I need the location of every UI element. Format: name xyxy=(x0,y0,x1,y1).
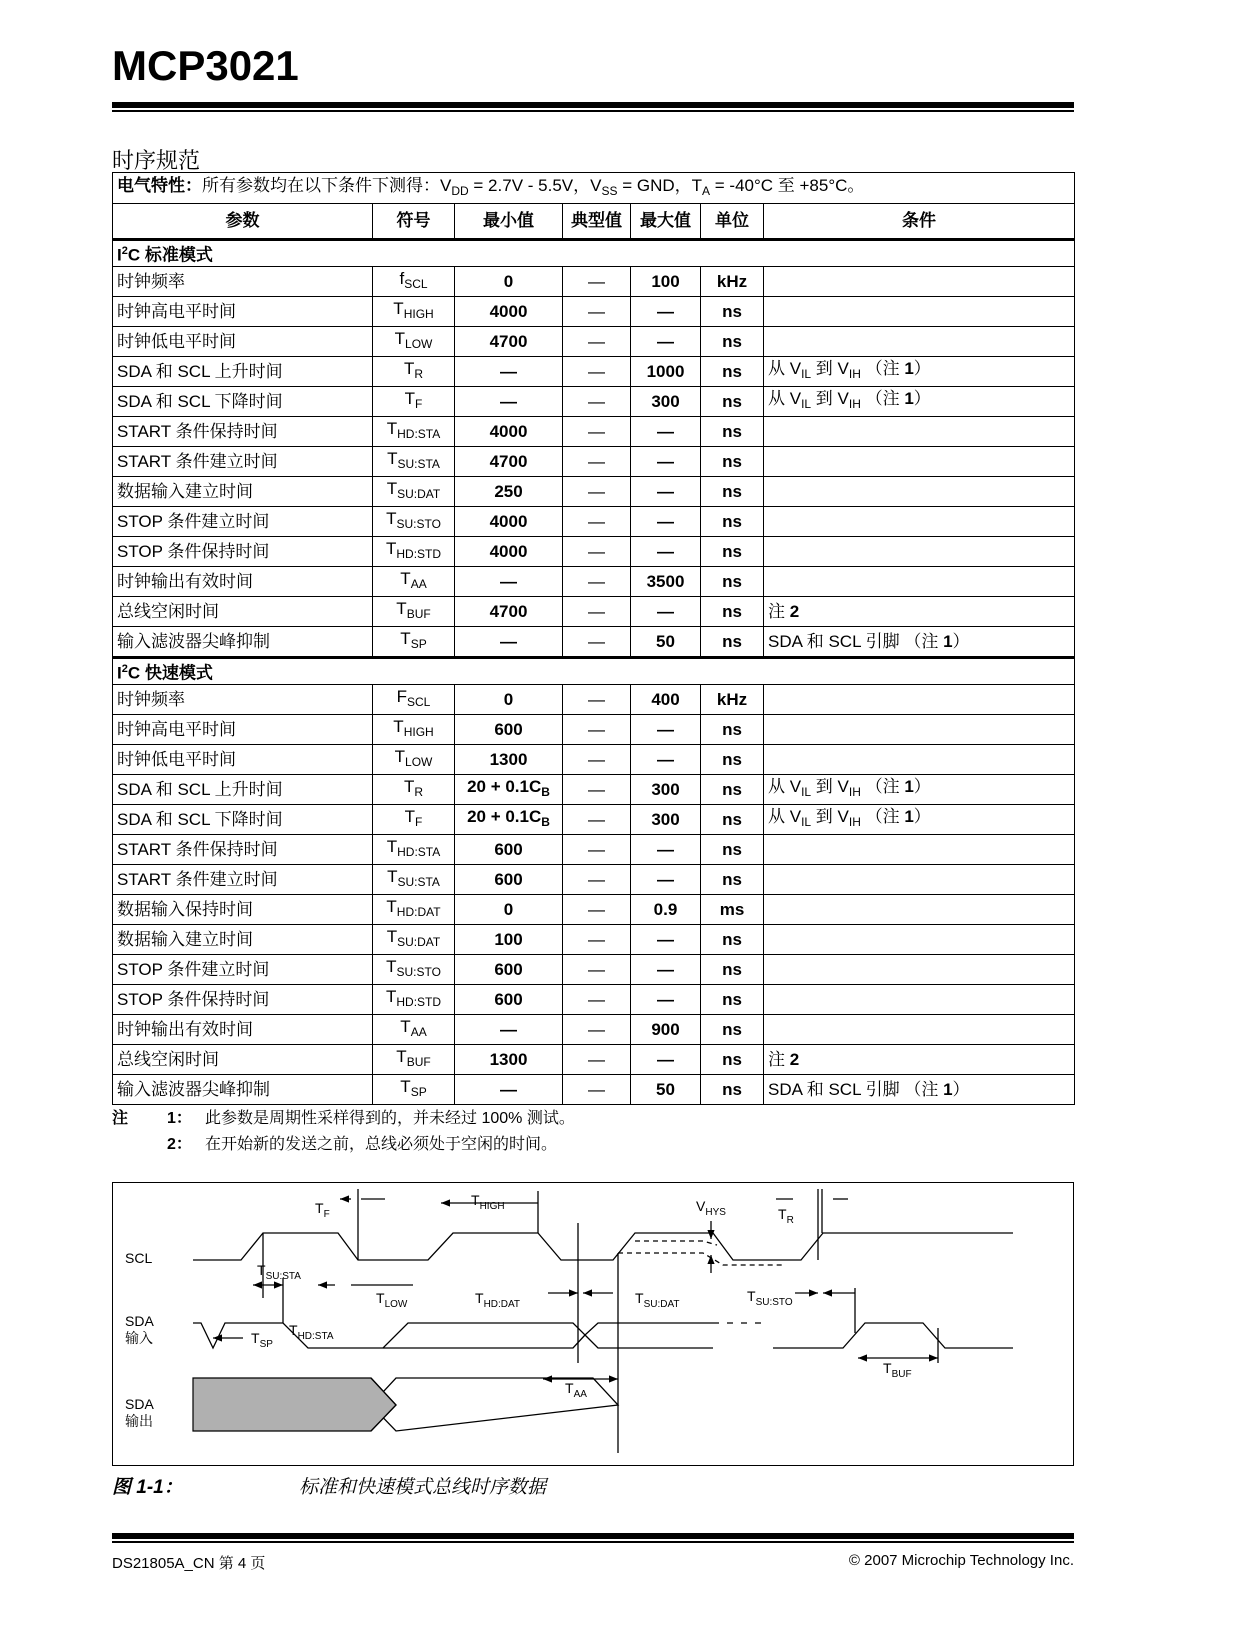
typ-cell: — xyxy=(563,835,631,865)
figure-title: 标准和快速模式总线时序数据 xyxy=(299,1477,547,1498)
param-cell: 时钟频率 xyxy=(113,685,373,715)
label-tsusto: $T_{SU:STO}$ xyxy=(747,1288,793,1308)
cond-cell: 从 $V_{IL}$ 到 $V_{IH}$ （注 1） xyxy=(764,387,1075,417)
typ-cell: — xyxy=(563,507,631,537)
col-header: 典型值 xyxy=(563,204,631,240)
cond-cell xyxy=(764,985,1075,1015)
min-cell: — xyxy=(455,357,563,387)
symbol-cell: $T_{HD:DAT}$ xyxy=(373,895,455,925)
min-cell: 600 xyxy=(455,835,563,865)
min-cell: 600 xyxy=(455,955,563,985)
timing-diagram-svg xyxy=(113,1183,1073,1465)
cond-cell xyxy=(764,477,1075,507)
unit-cell: ns xyxy=(701,925,764,955)
max-cell: — xyxy=(631,1045,701,1075)
min-cell: 4000 xyxy=(455,417,563,447)
unit-cell: ns xyxy=(701,327,764,357)
min-cell: 250 xyxy=(455,477,563,507)
table-row xyxy=(113,477,1075,507)
cond-cell xyxy=(764,835,1075,865)
param-cell: SDA 和 SCL 上升时间 xyxy=(113,775,373,805)
unit-cell: ns xyxy=(701,805,764,835)
unit-cell: ns xyxy=(701,507,764,537)
param-cell: 时钟高电平时间 xyxy=(113,297,373,327)
param-cell: SDA 和 SCL 上升时间 xyxy=(113,357,373,387)
cond-cell: 从 $V_{IL}$ 到 $V_{IH}$ （注 1） xyxy=(764,805,1075,835)
header-rule-thin xyxy=(112,110,1074,112)
section-title-cell: $I^2C$ 快速模式 xyxy=(113,658,1075,685)
symbol-cell: $T_F$ xyxy=(373,387,455,417)
max-cell: — xyxy=(631,327,701,357)
symbol-cell: $T_{SU:STA}$ xyxy=(373,447,455,477)
max-cell: 1000 xyxy=(631,357,701,387)
table-row xyxy=(113,805,1075,835)
typ-cell: — xyxy=(563,357,631,387)
sda-output-label-1: SDA xyxy=(125,1396,154,1412)
symbol-cell: $T_{SP}$ xyxy=(373,627,455,658)
symbol-cell: $T_F$ xyxy=(373,805,455,835)
label-tf: $T_F$ xyxy=(315,1200,330,1220)
min-cell: 0 xyxy=(455,895,563,925)
symbol-cell: $T_{AA}$ xyxy=(373,1015,455,1045)
header-rule-thick xyxy=(112,102,1074,108)
table-row xyxy=(113,925,1075,955)
table-row xyxy=(113,1045,1075,1075)
unit-cell: ns xyxy=(701,1075,764,1105)
param-cell: STOP 条件保持时间 xyxy=(113,537,373,567)
param-cell: 输入滤波器尖峰抑制 xyxy=(113,1075,373,1105)
label-tr: $T_R$ xyxy=(778,1206,794,1226)
sda-output-label-2: 输出 xyxy=(125,1413,153,1429)
symbol-cell: $T_R$ xyxy=(373,775,455,805)
label-taa: $T_{AA}$ xyxy=(565,1380,587,1400)
typ-cell: — xyxy=(563,567,631,597)
typ-cell: — xyxy=(563,925,631,955)
symbol-cell: $T_{SU:STA}$ xyxy=(373,865,455,895)
typ-cell: — xyxy=(563,865,631,895)
cond-cell xyxy=(764,685,1075,715)
unit-cell: ms xyxy=(701,895,764,925)
symbol-cell: $f_{SCL}$ xyxy=(373,267,455,297)
typ-cell: — xyxy=(563,447,631,477)
table-row xyxy=(113,537,1075,567)
param-cell: STOP 条件建立时间 xyxy=(113,507,373,537)
symbol-cell: $T_{SP}$ xyxy=(373,1075,455,1105)
symbol-cell: $T_{HD:STD}$ xyxy=(373,985,455,1015)
table-row xyxy=(113,627,1075,658)
table-row xyxy=(113,1075,1075,1105)
typ-cell: — xyxy=(563,985,631,1015)
unit-cell: ns xyxy=(701,417,764,447)
typ-cell: — xyxy=(563,417,631,447)
col-header: 符号 xyxy=(373,204,455,240)
max-cell: — xyxy=(631,745,701,775)
symbol-cell: $T_{SU:DAT}$ xyxy=(373,477,455,507)
min-cell: 0 xyxy=(455,267,563,297)
typ-cell: — xyxy=(563,955,631,985)
unit-cell: ns xyxy=(701,1045,764,1075)
cond-cell xyxy=(764,745,1075,775)
param-cell: 时钟低电平时间 xyxy=(113,327,373,357)
col-header: 最小值 xyxy=(455,204,563,240)
cond-cell: 注 2 xyxy=(764,1045,1075,1075)
sda-in-waveform-b xyxy=(383,1335,713,1348)
typ-cell: — xyxy=(563,715,631,745)
cond-cell xyxy=(764,955,1075,985)
min-cell: $20 + 0.1C_B$ xyxy=(455,775,563,805)
min-cell: 4700 xyxy=(455,597,563,627)
unit-cell: kHz xyxy=(701,267,764,297)
max-cell: 50 xyxy=(631,627,701,658)
param-cell: 时钟频率 xyxy=(113,267,373,297)
symbol-cell: $F_{SCL}$ xyxy=(373,685,455,715)
max-cell: — xyxy=(631,715,701,745)
param-cell: 数据输入建立时间 xyxy=(113,477,373,507)
table-row xyxy=(113,985,1075,1015)
footer-doc-id: DS21805A_CN 第 4 页 xyxy=(112,1555,266,1572)
symbol-cell: $T_R$ xyxy=(373,357,455,387)
label-thigh: $T_{HIGH}$ xyxy=(471,1192,505,1212)
section-title: 时序规范 xyxy=(112,149,201,174)
unit-cell: ns xyxy=(701,955,764,985)
unit-cell: kHz xyxy=(701,685,764,715)
min-cell: 600 xyxy=(455,985,563,1015)
symbol-cell: $T_{LOW}$ xyxy=(373,745,455,775)
table-row xyxy=(113,567,1075,597)
label-thddat: $T_{HD:DAT}$ xyxy=(475,1290,521,1310)
table-row xyxy=(113,895,1075,925)
max-cell: — xyxy=(631,865,701,895)
label-tsp: $T_{SP}$ xyxy=(251,1330,273,1350)
typ-cell: — xyxy=(563,805,631,835)
symbol-cell: $T_{HIGH}$ xyxy=(373,297,455,327)
symbol-cell: $T_{HD:STA}$ xyxy=(373,835,455,865)
unit-cell: ns xyxy=(701,537,764,567)
vhys-dash-high xyxy=(635,1241,717,1245)
cond-cell xyxy=(764,895,1075,925)
typ-cell: — xyxy=(563,477,631,507)
cond-cell: 从 $V_{IL}$ 到 $V_{IH}$ （注 1） xyxy=(764,357,1075,387)
cond-cell xyxy=(764,297,1075,327)
min-cell: 600 xyxy=(455,715,563,745)
note-label: 注 xyxy=(112,1110,129,1127)
symbol-cell: $T_{AA}$ xyxy=(373,567,455,597)
max-cell: 50 xyxy=(631,1075,701,1105)
sda-in-waveform-c xyxy=(773,1323,1013,1348)
table-row xyxy=(113,685,1075,715)
cond-cell xyxy=(764,417,1075,447)
table-row xyxy=(113,1015,1075,1045)
unit-cell: ns xyxy=(701,627,764,658)
typ-cell: — xyxy=(563,267,631,297)
cond-cell xyxy=(764,327,1075,357)
typ-cell: — xyxy=(563,537,631,567)
scl-label: SCL xyxy=(125,1250,153,1266)
cond-cell xyxy=(764,715,1075,745)
cond-cell xyxy=(764,537,1075,567)
unit-cell: ns xyxy=(701,985,764,1015)
min-cell: 600 xyxy=(455,865,563,895)
min-cell: — xyxy=(455,387,563,417)
max-cell: 300 xyxy=(631,775,701,805)
min-cell: 4000 xyxy=(455,507,563,537)
min-cell: 0 xyxy=(455,685,563,715)
label-tsusta: $T_{SU:STA}$ xyxy=(257,1262,301,1282)
table-row xyxy=(113,715,1075,745)
cond-cell: 注 2 xyxy=(764,597,1075,627)
vhys-dash-low xyxy=(618,1253,783,1265)
max-cell: 0.9 xyxy=(631,895,701,925)
typ-cell: — xyxy=(563,597,631,627)
typ-cell: — xyxy=(563,387,631,417)
typ-cell: — xyxy=(563,685,631,715)
max-cell: — xyxy=(631,597,701,627)
max-cell: — xyxy=(631,417,701,447)
param-cell: 数据输入建立时间 xyxy=(113,925,373,955)
section-row-standard xyxy=(113,240,1075,267)
symbol-cell: $T_{SU:STO}$ xyxy=(373,507,455,537)
table-row xyxy=(113,297,1075,327)
unit-cell: ns xyxy=(701,597,764,627)
max-cell: — xyxy=(631,447,701,477)
param-cell: STOP 条件建立时间 xyxy=(113,955,373,985)
max-cell: — xyxy=(631,297,701,327)
sda-input-label-2: 输入 xyxy=(125,1330,153,1346)
table-row xyxy=(113,267,1075,297)
typ-cell: — xyxy=(563,775,631,805)
max-cell: — xyxy=(631,985,701,1015)
symbol-cell: $T_{BUF}$ xyxy=(373,1045,455,1075)
typ-cell: — xyxy=(563,745,631,775)
param-cell: 输入滤波器尖峰抑制 xyxy=(113,627,373,658)
param-cell: SDA 和 SCL 下降时间 xyxy=(113,387,373,417)
table-row xyxy=(113,835,1075,865)
unit-cell: ns xyxy=(701,865,764,895)
unit-cell: ns xyxy=(701,447,764,477)
table-row xyxy=(113,417,1075,447)
typ-cell: — xyxy=(563,1075,631,1105)
max-cell: — xyxy=(631,507,701,537)
max-cell: 300 xyxy=(631,387,701,417)
sda-out-waveform xyxy=(371,1378,618,1431)
table-row xyxy=(113,597,1075,627)
max-cell: — xyxy=(631,477,701,507)
typ-cell: — xyxy=(563,1045,631,1075)
table-row xyxy=(113,865,1075,895)
param-cell: 数据输入保持时间 xyxy=(113,895,373,925)
unit-cell: ns xyxy=(701,835,764,865)
unit-cell: ns xyxy=(701,297,764,327)
unit-cell: ns xyxy=(701,567,764,597)
param-cell: 总线空闲时间 xyxy=(113,1045,373,1075)
cond-cell xyxy=(764,507,1075,537)
min-cell: — xyxy=(455,1075,563,1105)
param-cell: START 条件建立时间 xyxy=(113,447,373,477)
col-header: 参数 xyxy=(113,204,373,240)
figure-caption xyxy=(112,1472,547,1499)
cond-cell: SDA 和 SCL 引脚 （注 1） xyxy=(764,627,1075,658)
footer-rule-thin xyxy=(112,1541,1074,1543)
symbol-cell: $T_{SU:STO}$ xyxy=(373,955,455,985)
typ-cell: — xyxy=(563,895,631,925)
table-row xyxy=(113,955,1075,985)
col-header: 条件 xyxy=(764,204,1075,240)
symbol-cell: $T_{SU:DAT}$ xyxy=(373,925,455,955)
label-vhys: $V_{HYS}$ xyxy=(696,1198,726,1218)
cond-cell xyxy=(764,865,1075,895)
sda-out-shaded xyxy=(193,1378,396,1431)
unit-cell: ns xyxy=(701,357,764,387)
min-cell: 1300 xyxy=(455,1045,563,1075)
section-row-fast xyxy=(113,658,1075,685)
unit-cell: ns xyxy=(701,775,764,805)
cond-cell xyxy=(764,925,1075,955)
label-tlow: $T_{LOW}$ xyxy=(376,1290,408,1310)
table-row xyxy=(113,357,1075,387)
symbol-cell: $T_{HD:STA}$ xyxy=(373,417,455,447)
min-cell: 4000 xyxy=(455,297,563,327)
label-thdsta: $T_{HD:STA}$ xyxy=(289,1322,334,1342)
table-row xyxy=(113,775,1075,805)
typ-cell: — xyxy=(563,1015,631,1045)
max-cell: — xyxy=(631,835,701,865)
table-row xyxy=(113,387,1075,417)
figure-number: 图 1-1： xyxy=(112,1477,183,1498)
footer-copyright: © 2007 Microchip Technology Inc. xyxy=(848,1552,1074,1569)
param-cell: 时钟输出有效时间 xyxy=(113,567,373,597)
label-tsudat: $T_{SU:DAT}$ xyxy=(635,1290,680,1310)
typ-cell: — xyxy=(563,297,631,327)
cond-cell xyxy=(764,447,1075,477)
col-header: 最大值 xyxy=(631,204,701,240)
notes xyxy=(112,1106,575,1158)
label-tbuf: $T_{BUF}$ xyxy=(883,1360,912,1380)
max-cell: 100 xyxy=(631,267,701,297)
unit-cell: ns xyxy=(701,715,764,745)
min-cell: 1300 xyxy=(455,745,563,775)
symbol-cell: $T_{HIGH}$ xyxy=(373,715,455,745)
max-cell: — xyxy=(631,537,701,567)
min-cell: 4700 xyxy=(455,447,563,477)
unit-cell: ns xyxy=(701,477,764,507)
param-cell: SDA 和 SCL 下降时间 xyxy=(113,805,373,835)
min-cell: 4000 xyxy=(455,537,563,567)
max-cell: 3500 xyxy=(631,567,701,597)
cond-cell xyxy=(764,267,1075,297)
min-cell: 100 xyxy=(455,925,563,955)
col-header: 单位 xyxy=(701,204,764,240)
section-title-cell: $I^2C$ 标准模式 xyxy=(113,240,1075,267)
symbol-cell: $T_{HD:STD}$ xyxy=(373,537,455,567)
max-cell: 900 xyxy=(631,1015,701,1045)
min-cell: 4700 xyxy=(455,327,563,357)
unit-cell: ns xyxy=(701,387,764,417)
cond-cell: SDA 和 SCL 引脚 （注 1） xyxy=(764,1075,1075,1105)
param-cell: 时钟高电平时间 xyxy=(113,715,373,745)
table-row xyxy=(113,327,1075,357)
max-cell: — xyxy=(631,955,701,985)
cond-cell: 从 $V_{IL}$ 到 $V_{IH}$ （注 1） xyxy=(764,775,1075,805)
sda-input-label-1: SDA xyxy=(125,1313,154,1329)
document-title: MCP3021 xyxy=(112,42,299,89)
table-row xyxy=(113,507,1075,537)
param-cell: STOP 条件保持时间 xyxy=(113,985,373,1015)
timing-spec-table xyxy=(112,172,1075,1105)
conditions-row: 电气特性：所有参数均在以下条件下测得：$V_{DD} = 2.7V - 5.5V$，$V_{SS}$ = GND，$T_A = -40^\circ C$ 至 +85°C。 xyxy=(113,173,1075,204)
table-row xyxy=(113,745,1075,775)
min-cell: — xyxy=(455,567,563,597)
timing-diagram xyxy=(112,1182,1074,1466)
cond-cell xyxy=(764,567,1075,597)
table-row xyxy=(113,447,1075,477)
min-cell: $20 + 0.1C_B$ xyxy=(455,805,563,835)
param-cell: 时钟低电平时间 xyxy=(113,745,373,775)
typ-cell: — xyxy=(563,627,631,658)
param-cell: START 条件保持时间 xyxy=(113,835,373,865)
min-cell: — xyxy=(455,1015,563,1045)
scl-waveform xyxy=(193,1233,1013,1260)
unit-cell: ns xyxy=(701,1015,764,1045)
note-2: 2： 在开始新的发送之前，总线必须处于空闲的时间。 xyxy=(167,1136,558,1153)
symbol-cell: $T_{LOW}$ xyxy=(373,327,455,357)
max-cell: 300 xyxy=(631,805,701,835)
param-cell: START 条件保持时间 xyxy=(113,417,373,447)
max-cell: — xyxy=(631,925,701,955)
cond-cell xyxy=(764,1015,1075,1045)
note-1: 注 1： 此参数是周期性采样得到的，并未经过 100% 测试。 xyxy=(112,1106,575,1132)
max-cell: 400 xyxy=(631,685,701,715)
unit-cell: ns xyxy=(701,745,764,775)
symbol-cell: $T_{BUF}$ xyxy=(373,597,455,627)
param-cell: 总线空闲时间 xyxy=(113,597,373,627)
param-cell: 时钟输出有效时间 xyxy=(113,1015,373,1045)
typ-cell: — xyxy=(563,327,631,357)
table-header-row xyxy=(113,204,1075,240)
param-cell: START 条件建立时间 xyxy=(113,865,373,895)
footer-rule-thick xyxy=(112,1533,1074,1539)
min-cell: — xyxy=(455,627,563,658)
